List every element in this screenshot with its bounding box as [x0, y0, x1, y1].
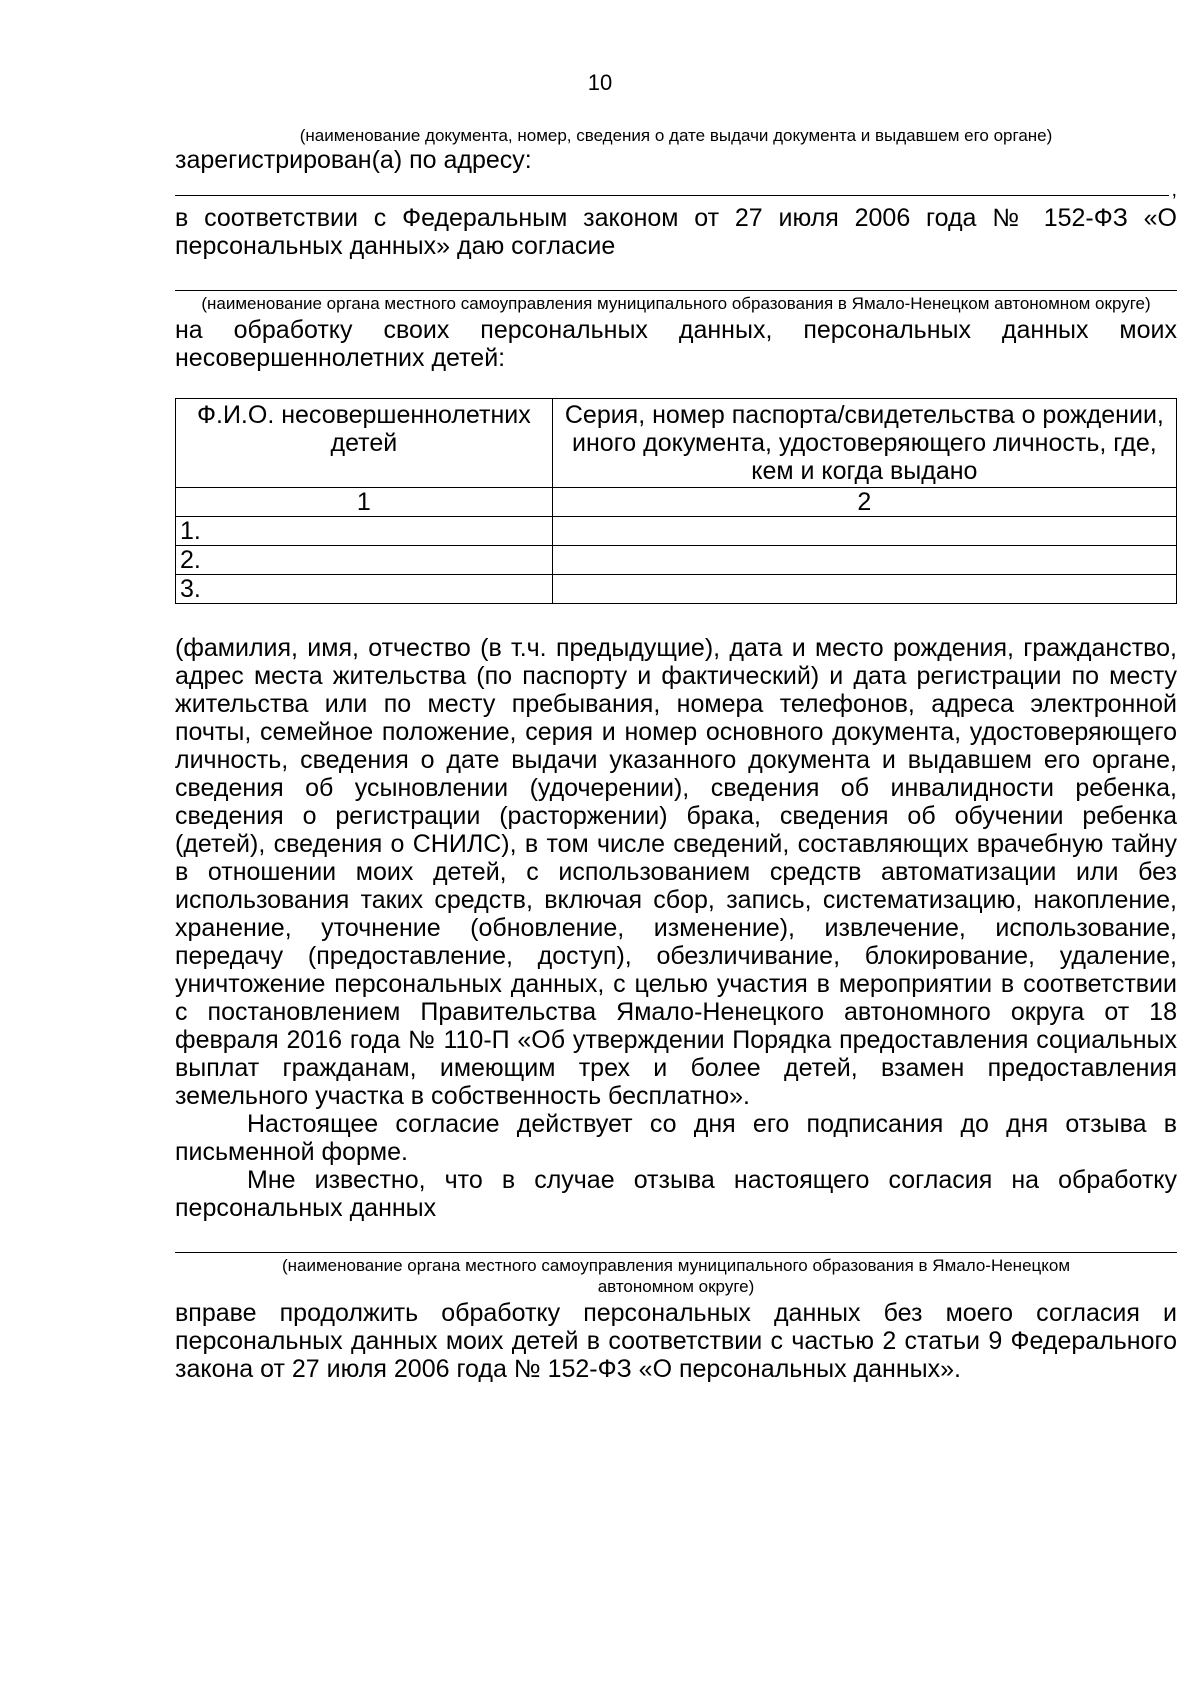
personal-data-list-paragraph: (фамилия, имя, отчество (в т.ч. предыдущие), дата и место рождения, гражданство, адрес места жительства (по паспорту и фактический) и дата регистрации по месту жительства или по месту пребывания, номера телефонов, адреса электронной почты, семейное положение, серия и номер основного документа, удостоверяющего личность, сведения о дате выдачи указанного документа и выдавшем его органе, сведения об усыновлении (удочерении), сведения об инвалидности ребенка, сведения о регистрации (расторжении) брака, сведения об обучении ребенка (детей), сведения о СНИЛС), в том числе сведений, составляющих врачебную тайну в отношении моих детей, с использованием средств автоматизации или без использования таких средств, включая сбор, запись, систематизацию, накопление, хранение, уточнение (обновление, изменение), извлечение, использование, передачу (предоставление, доступ), обезличивание, блокирование, удаление, уничтожение персональных данных, с целью участия в мероприятии в соответствии с постановлением Правительства Ямало-Ненецкого автономного округа от 18 февраля 2016 года № 110-П «Об утверждении Порядка предоставления социальных выплат гражданам, имеющим трех и более детей, взамен предоставления земельного участка в собственность бесплатно».	[175, 634, 1177, 1110]
row-number: 1.	[176, 517, 553, 546]
validity-paragraph: Настоящее согласие действует со дня его подписания до дня отзыва в письменной форме.	[175, 1110, 1177, 1166]
table-header-row	[176, 399, 1177, 488]
address-underline	[175, 195, 1169, 196]
header-document-details: Серия, номер паспорта/свидетельства о рождении, иного документа, удостоверяющего личность, где, кем и когда выдано	[552, 399, 1176, 488]
address-comma: ,	[1171, 179, 1177, 201]
table-row	[176, 517, 1177, 546]
final-paragraph: вправе продолжить обработку персональных данных без моего согласия и персональных данных моих детей в соответствии с частью 2 статьи 9 Федерального закона от 27 июля 2006 года № 152-ФЗ «О персональных данных».	[175, 1299, 1177, 1383]
column-number-1: 1	[176, 488, 553, 517]
row-number: 2.	[176, 546, 553, 575]
row-number: 3.	[176, 575, 553, 604]
processing-consent-text: на обработку своих персональных данных, персональных данных моих несовершеннолетних детей:	[175, 316, 1177, 372]
children-documents-table	[175, 398, 1177, 604]
row-document-cell	[552, 575, 1176, 604]
page-number: 10	[587, 70, 613, 95]
organ-caption-2: (наименование органа местного самоуправления муниципального образования в Ямало-Ненецком автономном округе)	[281, 1256, 1071, 1296]
law-reference-text: в соответствии с Федеральным законом от 27 июля 2006 года № 152-ФЗ «О персональных данных» даю согласие	[175, 204, 1177, 260]
row-document-cell	[552, 517, 1176, 546]
document-caption: (наименование документа, номер, сведения о дате выдачи документа и выдавшем его органе)	[299, 126, 1053, 145]
row-document-cell	[552, 546, 1176, 575]
document-body	[175, 125, 1177, 1383]
column-number-2: 2	[552, 488, 1176, 517]
header-children-name: Ф.И.О. несовершеннолетних детей	[176, 399, 553, 488]
revocation-paragraph: Мне известно, что в случае отзыва настоящего согласия на обработку персональных данных	[175, 1166, 1177, 1222]
table-row	[176, 546, 1177, 575]
address-blank-line	[175, 174, 1177, 202]
registered-label: зарегистрирован(а) по адресу:	[175, 146, 532, 174]
table-row	[176, 575, 1177, 604]
organ-caption-1: (наименование органа местного самоуправления муниципального образования в Ямало-Ненецком автономном округе)	[201, 294, 1151, 313]
table-column-number-row	[176, 488, 1177, 517]
